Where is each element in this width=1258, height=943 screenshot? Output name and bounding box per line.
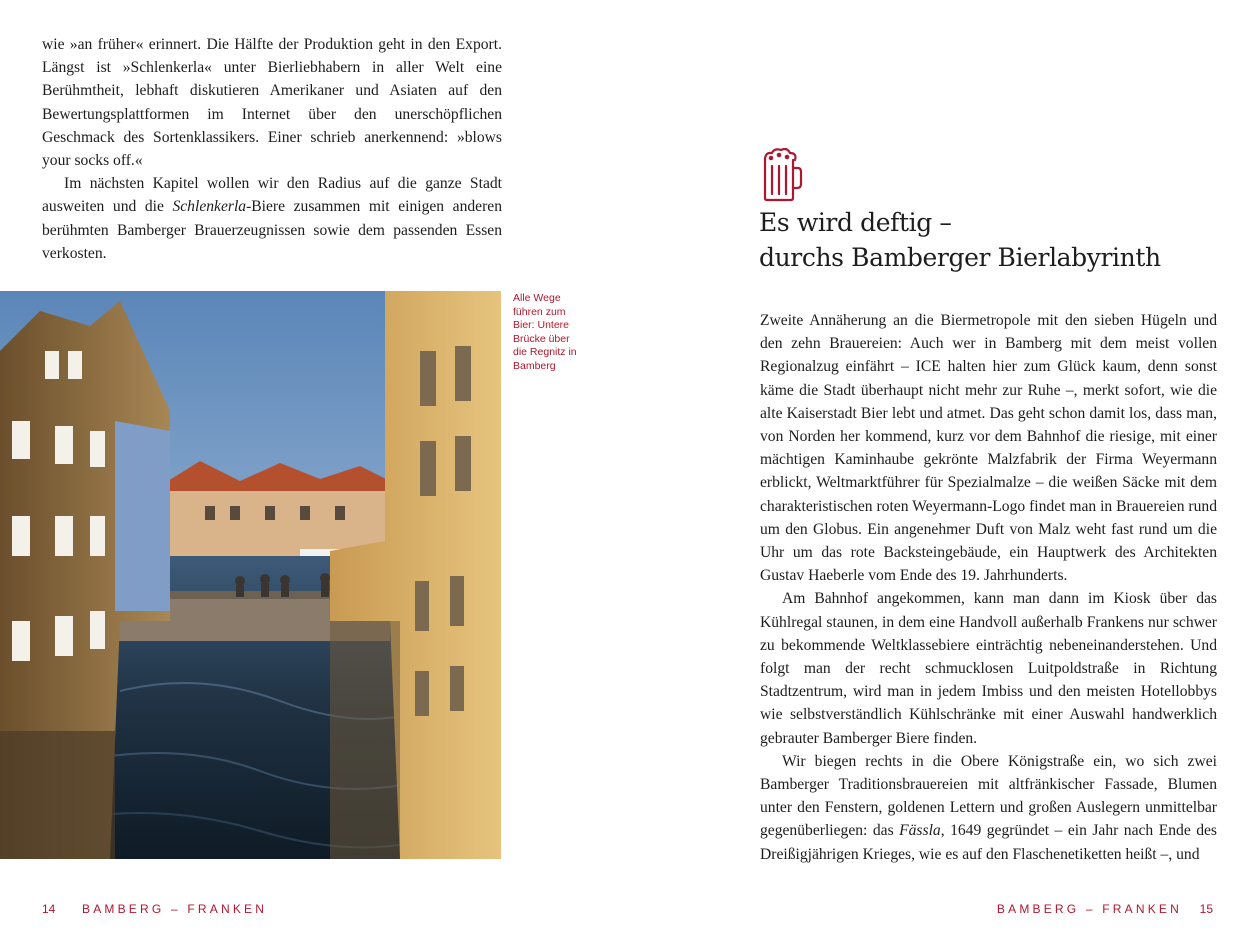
right-body-text bbox=[760, 309, 1217, 866]
chapter-title-line-2: durchs Bamberger Bierlabyrinth bbox=[759, 243, 1161, 272]
paragraph bbox=[760, 750, 1217, 866]
photo-caption: Alle Wege führen zum Bier: Untere Brücke über die Regnitz in Bamberg bbox=[513, 292, 577, 372]
running-footer-left: BAMBERG – FRANKEN bbox=[82, 902, 268, 916]
right-page bbox=[629, 0, 1258, 943]
page-number-right: 15 bbox=[1199, 902, 1213, 916]
page-number-left: 14 bbox=[42, 902, 56, 916]
text-run: Wir biegen rechts in die Obere Königstraße ein, wo sich zwei Bamberger Traditionsbrauereien mit altfränkischer Fassade, Blumen unter den Fenstern, goldenen Lettern und großen Auslegern unmittelbar gegenüberliegen: das bbox=[760, 752, 1217, 840]
chapter-title-line-1: Es wird deftig – bbox=[759, 208, 952, 237]
text-run: -Biere zusammen mit einigen anderen berühmten Bamberger Brauerzeugnissen sowie dem passenden Essen verkosten. bbox=[42, 198, 502, 262]
paragraph bbox=[42, 172, 502, 265]
text-run: , 1649 gegründet – ein Jahr nach Ende des Dreißigjährigen Krieges, wie es auf den Flaschenetiketten heißt –, und bbox=[760, 822, 1217, 863]
chapter-title bbox=[759, 205, 1229, 275]
paragraph: wie »an früher« erinnert. Die Hälfte der Produktion geht in den Export. Längst ist »Schlenkerla« unter Bierliebhabern in aller Welt eine Berühmtheit, lebhaft diskutieren Amerikaner und Asiaten auf den Bewertungsplattformen im Internet über den unerschöpflichen Geschmack des Sortenklassikers. Einer schrieb anerkennend: »blows your socks off.« bbox=[42, 36, 502, 170]
emphasis-text: Schlenkerla bbox=[172, 198, 247, 216]
running-footer-right: BAMBERG – FRANKEN bbox=[996, 902, 1182, 916]
photo-bamberg-regnitz bbox=[0, 291, 501, 859]
emphasis-text: Fässla bbox=[899, 822, 941, 840]
paragraph: Am Bahnhof angekommen, kann man dann im Kiosk über das Kühlregal staunen, in dem eine Handvoll außerhalb Frankens nur schwer zu bekommende Weltklassebiere einträchtig nebeneinanderstehen. Und folgt man der recht schmucklosen Luitpoldstraße in Richtung Stadtzentrum, wird man in jedem Imbiss und den meisten Hotellobbys wie selbstverständlich Kühlschränke mit einer Auswahl handwerklich gebrauter Bamberger Biere finden. bbox=[760, 590, 1217, 747]
left-body-text bbox=[42, 33, 502, 265]
paragraph: Zweite Annäherung an die Biermetropole mit den sieben Hügeln und den zehn Brauereien: Auch wer in Bamberg mit dem meist vollen Regionalzug einfährt – ICE halten hier zum Glück kaum, denn sonst käme die Stadt überhaupt nicht mehr zur Ruhe –, merkt sofort, wie die alte Kaiserstadt Bier lebt und atmet. Das geht schon damit los, dass man, von Norden her kommend, kurz vor dem Bahnhof die riesige, mit einer mächtigen Kaminhaube gekrönte Malzfabrik der Firma Weyermann erblickt, Weltmarktführer für Spezialmalze – die weißen Säcke mit dem charakteristischen roten Weyermann-Logo findet man in Brauereien rund um den Globus. Ein angenehmer Duft von Malz weht fast rund um die Uhr um das rote Backsteingebäude, ein Hauptwerk des Architekten Gustav Haeberle vom Ende des 19. Jahrhunderts. bbox=[760, 312, 1217, 585]
text-run: Im nächsten Kapitel wollen wir den Radius auf die ganze Stadt ausweiten und die bbox=[42, 175, 502, 216]
beer-mug-icon bbox=[759, 148, 803, 202]
